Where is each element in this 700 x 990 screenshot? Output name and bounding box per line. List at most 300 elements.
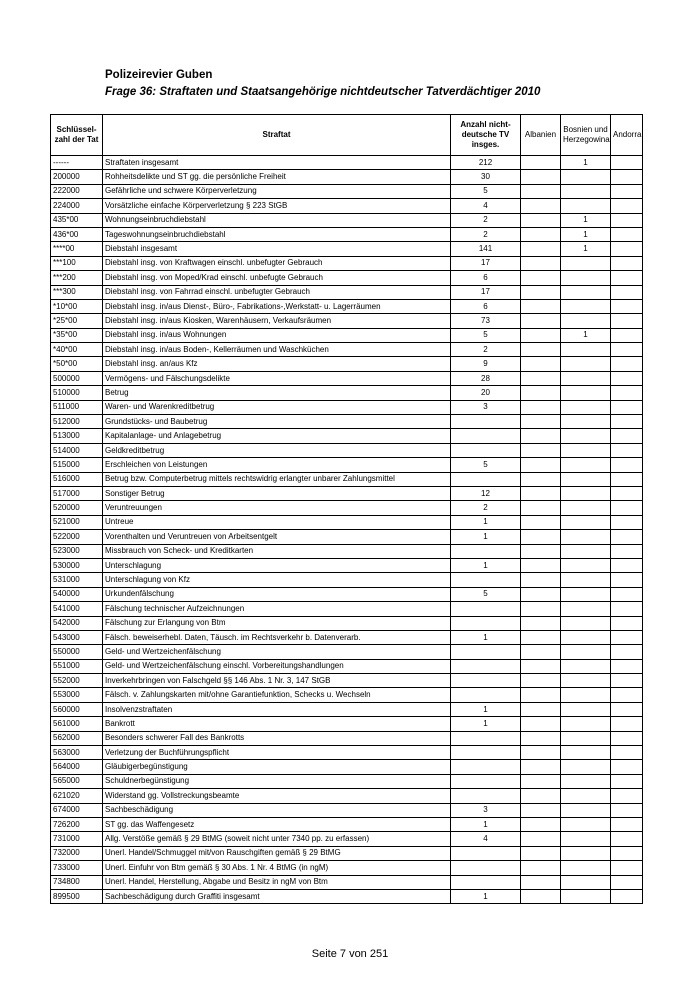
page-title: Frage 36: Straftaten und Staatsangehörige nichtdeutscher Tatverdächtiger 2010 bbox=[105, 86, 541, 98]
crime-table bbox=[50, 114, 643, 904]
albanien-cell bbox=[521, 861, 561, 875]
key-cell: 222000 bbox=[51, 184, 103, 198]
total-cell bbox=[451, 846, 521, 860]
offense-cell: Fälschung technischer Aufzeichnungen bbox=[103, 602, 451, 616]
bosnien-cell bbox=[561, 458, 611, 472]
offense-cell: Insolvenzstraftaten bbox=[103, 702, 451, 716]
bosnien-cell bbox=[561, 760, 611, 774]
key-cell: ***100 bbox=[51, 256, 103, 270]
table-row bbox=[51, 156, 643, 170]
offense-cell: Gläubigerbegünstigung bbox=[103, 760, 451, 774]
table-row bbox=[51, 486, 643, 500]
bosnien-cell bbox=[561, 645, 611, 659]
total-cell: 5 bbox=[451, 458, 521, 472]
key-cell: 510000 bbox=[51, 386, 103, 400]
key-cell: ****00 bbox=[51, 242, 103, 256]
total-cell bbox=[451, 573, 521, 587]
table-row bbox=[51, 170, 643, 184]
total-cell: 141 bbox=[451, 242, 521, 256]
albanien-cell bbox=[521, 544, 561, 558]
key-cell: 541000 bbox=[51, 602, 103, 616]
table-row bbox=[51, 889, 643, 903]
total-cell bbox=[451, 746, 521, 760]
bosnien-cell bbox=[561, 271, 611, 285]
offense-cell: Inverkehrbringen von Falschgeld §§ 146 Abs. 1 Nr. 3, 147 StGB bbox=[103, 674, 451, 688]
total-cell: 28 bbox=[451, 371, 521, 385]
offense-cell: Diebstahl insg. von Fahrrad einschl. unbefugter Gebrauch bbox=[103, 285, 451, 299]
albanien-cell bbox=[521, 515, 561, 529]
bosnien-cell bbox=[561, 443, 611, 457]
offense-cell: Geld- und Wertzeichenfälschung bbox=[103, 645, 451, 659]
bosnien-cell bbox=[561, 774, 611, 788]
key-cell: 224000 bbox=[51, 199, 103, 213]
total-cell: 1 bbox=[451, 717, 521, 731]
bosnien-cell bbox=[561, 573, 611, 587]
table-row bbox=[51, 803, 643, 817]
andorra-cell bbox=[611, 486, 643, 500]
table-row bbox=[51, 774, 643, 788]
table-row bbox=[51, 846, 643, 860]
total-cell: 5 bbox=[451, 587, 521, 601]
albanien-cell bbox=[521, 645, 561, 659]
albanien-cell bbox=[521, 227, 561, 241]
andorra-cell bbox=[611, 875, 643, 889]
bosnien-cell bbox=[561, 803, 611, 817]
andorra-cell bbox=[611, 343, 643, 357]
offense-cell: Sonstiger Betrug bbox=[103, 486, 451, 500]
bosnien-cell bbox=[561, 386, 611, 400]
key-cell: 560000 bbox=[51, 702, 103, 716]
table-row bbox=[51, 544, 643, 558]
key-cell: 732000 bbox=[51, 846, 103, 860]
total-cell: 4 bbox=[451, 832, 521, 846]
total-cell: 2 bbox=[451, 227, 521, 241]
total-cell: 6 bbox=[451, 299, 521, 313]
table-row bbox=[51, 271, 643, 285]
albanien-cell bbox=[521, 889, 561, 903]
table-row bbox=[51, 199, 643, 213]
offense-cell: Widerstand gg. Vollstreckungsbeamte bbox=[103, 789, 451, 803]
table-row bbox=[51, 386, 643, 400]
table-row bbox=[51, 530, 643, 544]
offense-cell: Sachbeschädigung durch Graffiti insgesamt bbox=[103, 889, 451, 903]
bosnien-cell bbox=[561, 415, 611, 429]
offense-cell: Unerl. Handel/Schmuggel mit/von Rauschgiften gemäß § 29 BtMG bbox=[103, 846, 451, 860]
bosnien-cell bbox=[561, 602, 611, 616]
albanien-cell bbox=[521, 731, 561, 745]
andorra-cell bbox=[611, 299, 643, 313]
offense-cell: Verletzung der Buchführungspflicht bbox=[103, 746, 451, 760]
bosnien-cell bbox=[561, 817, 611, 831]
col-header-albanien: Albanien bbox=[521, 115, 561, 156]
key-cell: 514000 bbox=[51, 443, 103, 457]
albanien-cell bbox=[521, 688, 561, 702]
table-row bbox=[51, 573, 643, 587]
table-row bbox=[51, 731, 643, 745]
key-cell: 553000 bbox=[51, 688, 103, 702]
offense-cell: Wohnungseinbruchdiebstahl bbox=[103, 213, 451, 227]
andorra-cell bbox=[611, 760, 643, 774]
key-cell: 899500 bbox=[51, 889, 103, 903]
albanien-cell bbox=[521, 501, 561, 515]
total-cell bbox=[451, 544, 521, 558]
albanien-cell bbox=[521, 184, 561, 198]
table-row bbox=[51, 242, 643, 256]
andorra-cell bbox=[611, 889, 643, 903]
total-cell: 9 bbox=[451, 357, 521, 371]
andorra-cell bbox=[611, 328, 643, 342]
bosnien-cell bbox=[561, 429, 611, 443]
table-row bbox=[51, 832, 643, 846]
albanien-cell bbox=[521, 285, 561, 299]
key-cell: 550000 bbox=[51, 645, 103, 659]
total-cell: 17 bbox=[451, 285, 521, 299]
total-cell: 1 bbox=[451, 889, 521, 903]
total-cell: 12 bbox=[451, 486, 521, 500]
table-row bbox=[51, 429, 643, 443]
offense-cell: Diebstahl insg. in/aus Wohnungen bbox=[103, 328, 451, 342]
andorra-cell bbox=[611, 587, 643, 601]
offense-cell: Besonders schwerer Fall des Bankrotts bbox=[103, 731, 451, 745]
offense-cell: Bankrott bbox=[103, 717, 451, 731]
table-header-row bbox=[51, 115, 643, 156]
bosnien-cell bbox=[561, 357, 611, 371]
key-cell: ***300 bbox=[51, 285, 103, 299]
albanien-cell bbox=[521, 415, 561, 429]
total-cell: 3 bbox=[451, 400, 521, 414]
bosnien-cell bbox=[561, 688, 611, 702]
total-cell bbox=[451, 645, 521, 659]
col-header-andorra: Andorra bbox=[611, 115, 643, 156]
bosnien-cell bbox=[561, 789, 611, 803]
offense-cell: Unterschlagung bbox=[103, 558, 451, 572]
albanien-cell bbox=[521, 774, 561, 788]
total-cell bbox=[451, 760, 521, 774]
bosnien-cell bbox=[561, 199, 611, 213]
offense-cell: Diebstahl insg. an/aus Kfz bbox=[103, 357, 451, 371]
offense-cell: Missbrauch von Scheck- und Kreditkarten bbox=[103, 544, 451, 558]
key-cell: ***200 bbox=[51, 271, 103, 285]
total-cell: 30 bbox=[451, 170, 521, 184]
offense-cell: Diebstahl insg. in/aus Boden-, Kellerräumen und Waschküchen bbox=[103, 343, 451, 357]
bosnien-cell bbox=[561, 299, 611, 313]
albanien-cell bbox=[521, 472, 561, 486]
total-cell bbox=[451, 602, 521, 616]
col-header-bosnien: Bosnien und Herzegowina bbox=[561, 115, 611, 156]
albanien-cell bbox=[521, 400, 561, 414]
table-row bbox=[51, 616, 643, 630]
albanien-cell bbox=[521, 256, 561, 270]
albanien-cell bbox=[521, 156, 561, 170]
bosnien-cell bbox=[561, 889, 611, 903]
table-row bbox=[51, 602, 643, 616]
albanien-cell bbox=[521, 616, 561, 630]
andorra-cell bbox=[611, 429, 643, 443]
key-cell: 542000 bbox=[51, 616, 103, 630]
offense-cell: Fälsch. v. Zahlungskarten mit/ohne Garantiefunktion, Schecks u. Wechseln bbox=[103, 688, 451, 702]
bosnien-cell bbox=[561, 587, 611, 601]
total-cell bbox=[451, 688, 521, 702]
andorra-cell bbox=[611, 602, 643, 616]
andorra-cell bbox=[611, 285, 643, 299]
albanien-cell bbox=[521, 832, 561, 846]
offense-cell: Tageswohnungseinbruchdiebstahl bbox=[103, 227, 451, 241]
offense-cell: ST gg. das Waffengesetz bbox=[103, 817, 451, 831]
col-header-offense: Straftat bbox=[103, 115, 451, 156]
offense-cell: Betrug bbox=[103, 386, 451, 400]
albanien-cell bbox=[521, 630, 561, 644]
table-row bbox=[51, 314, 643, 328]
key-cell: *10*00 bbox=[51, 299, 103, 313]
total-cell bbox=[451, 415, 521, 429]
andorra-cell bbox=[611, 472, 643, 486]
key-cell: 511000 bbox=[51, 400, 103, 414]
albanien-cell bbox=[521, 486, 561, 500]
key-cell: 200000 bbox=[51, 170, 103, 184]
offense-cell: Vermögens- und Fälschungsdelikte bbox=[103, 371, 451, 385]
andorra-cell bbox=[611, 702, 643, 716]
total-cell bbox=[451, 861, 521, 875]
andorra-cell bbox=[611, 717, 643, 731]
albanien-cell bbox=[521, 371, 561, 385]
key-cell: 734800 bbox=[51, 875, 103, 889]
total-cell bbox=[451, 674, 521, 688]
table-row bbox=[51, 515, 643, 529]
andorra-cell bbox=[611, 314, 643, 328]
key-cell: 540000 bbox=[51, 587, 103, 601]
bosnien-cell: 1 bbox=[561, 328, 611, 342]
offense-cell: Rohheitsdelikte und ST gg. die persönliche Freiheit bbox=[103, 170, 451, 184]
table-row bbox=[51, 717, 643, 731]
andorra-cell bbox=[611, 645, 643, 659]
offense-cell: Untreue bbox=[103, 515, 451, 529]
andorra-cell bbox=[611, 170, 643, 184]
andorra-cell bbox=[611, 659, 643, 673]
table-row bbox=[51, 343, 643, 357]
offense-cell: Vorsätzliche einfache Körperverletzung § 223 StGB bbox=[103, 199, 451, 213]
key-cell: 564000 bbox=[51, 760, 103, 774]
total-cell bbox=[451, 659, 521, 673]
andorra-cell bbox=[611, 242, 643, 256]
albanien-cell bbox=[521, 386, 561, 400]
andorra-cell bbox=[611, 674, 643, 688]
bosnien-cell bbox=[561, 501, 611, 515]
andorra-cell bbox=[611, 817, 643, 831]
total-cell: 2 bbox=[451, 501, 521, 515]
total-cell bbox=[451, 443, 521, 457]
key-cell: 726200 bbox=[51, 817, 103, 831]
albanien-cell bbox=[521, 803, 561, 817]
andorra-cell bbox=[611, 558, 643, 572]
total-cell: 2 bbox=[451, 343, 521, 357]
bosnien-cell: 1 bbox=[561, 242, 611, 256]
org-name: Polizeirevier Guben bbox=[105, 69, 213, 81]
key-cell: 563000 bbox=[51, 746, 103, 760]
albanien-cell bbox=[521, 271, 561, 285]
andorra-cell bbox=[611, 371, 643, 385]
bosnien-cell bbox=[561, 702, 611, 716]
key-cell: 543000 bbox=[51, 630, 103, 644]
table-row bbox=[51, 746, 643, 760]
albanien-cell bbox=[521, 357, 561, 371]
offense-cell: Sachbeschädigung bbox=[103, 803, 451, 817]
table-row bbox=[51, 688, 643, 702]
andorra-cell bbox=[611, 774, 643, 788]
albanien-cell bbox=[521, 587, 561, 601]
total-cell: 1 bbox=[451, 530, 521, 544]
bosnien-cell: 1 bbox=[561, 213, 611, 227]
andorra-cell bbox=[611, 688, 643, 702]
albanien-cell bbox=[521, 659, 561, 673]
offense-cell: Geld- und Wertzeichenfälschung einschl. Vorbereitungshandlungen bbox=[103, 659, 451, 673]
bosnien-cell bbox=[561, 846, 611, 860]
key-cell: 530000 bbox=[51, 558, 103, 572]
key-cell: 565000 bbox=[51, 774, 103, 788]
albanien-cell bbox=[521, 443, 561, 457]
andorra-cell bbox=[611, 544, 643, 558]
table-row bbox=[51, 861, 643, 875]
table-row bbox=[51, 702, 643, 716]
key-cell: 733000 bbox=[51, 861, 103, 875]
table-row bbox=[51, 371, 643, 385]
offense-cell: Erschleichen von Leistungen bbox=[103, 458, 451, 472]
key-cell: *50*00 bbox=[51, 357, 103, 371]
bosnien-cell bbox=[561, 861, 611, 875]
table-row bbox=[51, 227, 643, 241]
bosnien-cell bbox=[561, 400, 611, 414]
andorra-cell bbox=[611, 357, 643, 371]
total-cell: 5 bbox=[451, 328, 521, 342]
bosnien-cell bbox=[561, 371, 611, 385]
table-row bbox=[51, 587, 643, 601]
table-row bbox=[51, 400, 643, 414]
key-cell: *35*00 bbox=[51, 328, 103, 342]
total-cell: 1 bbox=[451, 817, 521, 831]
andorra-cell bbox=[611, 271, 643, 285]
andorra-cell bbox=[611, 731, 643, 745]
key-cell: 513000 bbox=[51, 429, 103, 443]
total-cell bbox=[451, 875, 521, 889]
key-cell: ------ bbox=[51, 156, 103, 170]
andorra-cell bbox=[611, 832, 643, 846]
andorra-cell bbox=[611, 789, 643, 803]
table-row bbox=[51, 630, 643, 644]
table-row bbox=[51, 328, 643, 342]
bosnien-cell bbox=[561, 630, 611, 644]
bosnien-cell bbox=[561, 314, 611, 328]
table-row bbox=[51, 760, 643, 774]
albanien-cell bbox=[521, 702, 561, 716]
bosnien-cell bbox=[561, 343, 611, 357]
page-number: Seite 7 von 251 bbox=[311, 948, 389, 960]
albanien-cell bbox=[521, 242, 561, 256]
albanien-cell bbox=[521, 674, 561, 688]
table-row bbox=[51, 415, 643, 429]
offense-cell: Allg. Verstöße gemäß § 29 BtMG (soweit nicht unter 7340 pp. zu erfassen) bbox=[103, 832, 451, 846]
andorra-cell bbox=[611, 501, 643, 515]
andorra-cell bbox=[611, 199, 643, 213]
bosnien-cell bbox=[561, 832, 611, 846]
bosnien-cell bbox=[561, 472, 611, 486]
bosnien-cell bbox=[561, 616, 611, 630]
offense-cell: Unerl. Handel, Herstellung, Abgabe und Besitz in ngM von Btm bbox=[103, 875, 451, 889]
key-cell: *25*00 bbox=[51, 314, 103, 328]
bosnien-cell bbox=[561, 256, 611, 270]
key-cell: 436*00 bbox=[51, 227, 103, 241]
bosnien-cell bbox=[561, 285, 611, 299]
albanien-cell bbox=[521, 314, 561, 328]
albanien-cell bbox=[521, 558, 561, 572]
table-row bbox=[51, 458, 643, 472]
total-cell bbox=[451, 789, 521, 803]
total-cell bbox=[451, 472, 521, 486]
table-row bbox=[51, 659, 643, 673]
total-cell: 3 bbox=[451, 803, 521, 817]
key-cell: 516000 bbox=[51, 472, 103, 486]
key-cell: 522000 bbox=[51, 530, 103, 544]
key-cell: 515000 bbox=[51, 458, 103, 472]
bosnien-cell bbox=[561, 674, 611, 688]
key-cell: 551000 bbox=[51, 659, 103, 673]
key-cell: 674000 bbox=[51, 803, 103, 817]
offense-cell: Unterschlagung von Kfz bbox=[103, 573, 451, 587]
bosnien-cell: 1 bbox=[561, 227, 611, 241]
andorra-cell bbox=[611, 184, 643, 198]
total-cell: 1 bbox=[451, 558, 521, 572]
offense-cell: Fälsch. beweiserhebl. Daten, Täusch. im Rechtsverkehr b. Datenverarb. bbox=[103, 630, 451, 644]
albanien-cell bbox=[521, 299, 561, 313]
andorra-cell bbox=[611, 515, 643, 529]
bosnien-cell bbox=[561, 486, 611, 500]
albanien-cell bbox=[521, 746, 561, 760]
total-cell: 1 bbox=[451, 630, 521, 644]
andorra-cell bbox=[611, 213, 643, 227]
offense-cell: Diebstahl insg. von Kraftwagen einschl. unbefugter Gebrauch bbox=[103, 256, 451, 270]
bosnien-cell bbox=[561, 731, 611, 745]
bosnien-cell bbox=[561, 544, 611, 558]
key-cell: 520000 bbox=[51, 501, 103, 515]
bosnien-cell bbox=[561, 717, 611, 731]
offense-cell: Waren- und Warenkreditbetrug bbox=[103, 400, 451, 414]
total-cell: 17 bbox=[451, 256, 521, 270]
key-cell: 512000 bbox=[51, 415, 103, 429]
key-cell: 500000 bbox=[51, 371, 103, 385]
bosnien-cell bbox=[561, 746, 611, 760]
total-cell: 6 bbox=[451, 271, 521, 285]
total-cell: 4 bbox=[451, 199, 521, 213]
albanien-cell bbox=[521, 343, 561, 357]
col-header-total: Anzahl nicht-deutsche TV insges. bbox=[451, 115, 521, 156]
bosnien-cell bbox=[561, 558, 611, 572]
key-cell: 731000 bbox=[51, 832, 103, 846]
total-cell bbox=[451, 616, 521, 630]
key-cell: 561000 bbox=[51, 717, 103, 731]
table-row bbox=[51, 443, 643, 457]
offense-cell: Straftaten insgesamt bbox=[103, 156, 451, 170]
offense-cell: Gefährliche und schwere Körperverletzung bbox=[103, 184, 451, 198]
key-cell: 531000 bbox=[51, 573, 103, 587]
total-cell: 73 bbox=[451, 314, 521, 328]
offense-cell: Schuldnerbegünstigung bbox=[103, 774, 451, 788]
andorra-cell bbox=[611, 573, 643, 587]
offense-cell: Fälschung zur Erlangung von Btm bbox=[103, 616, 451, 630]
total-cell: 1 bbox=[451, 515, 521, 529]
key-cell: 521000 bbox=[51, 515, 103, 529]
albanien-cell bbox=[521, 846, 561, 860]
bosnien-cell: 1 bbox=[561, 156, 611, 170]
offense-cell: Diebstahl insg. von Moped/Krad einschl. unbefugte Gebrauch bbox=[103, 271, 451, 285]
table-row bbox=[51, 285, 643, 299]
